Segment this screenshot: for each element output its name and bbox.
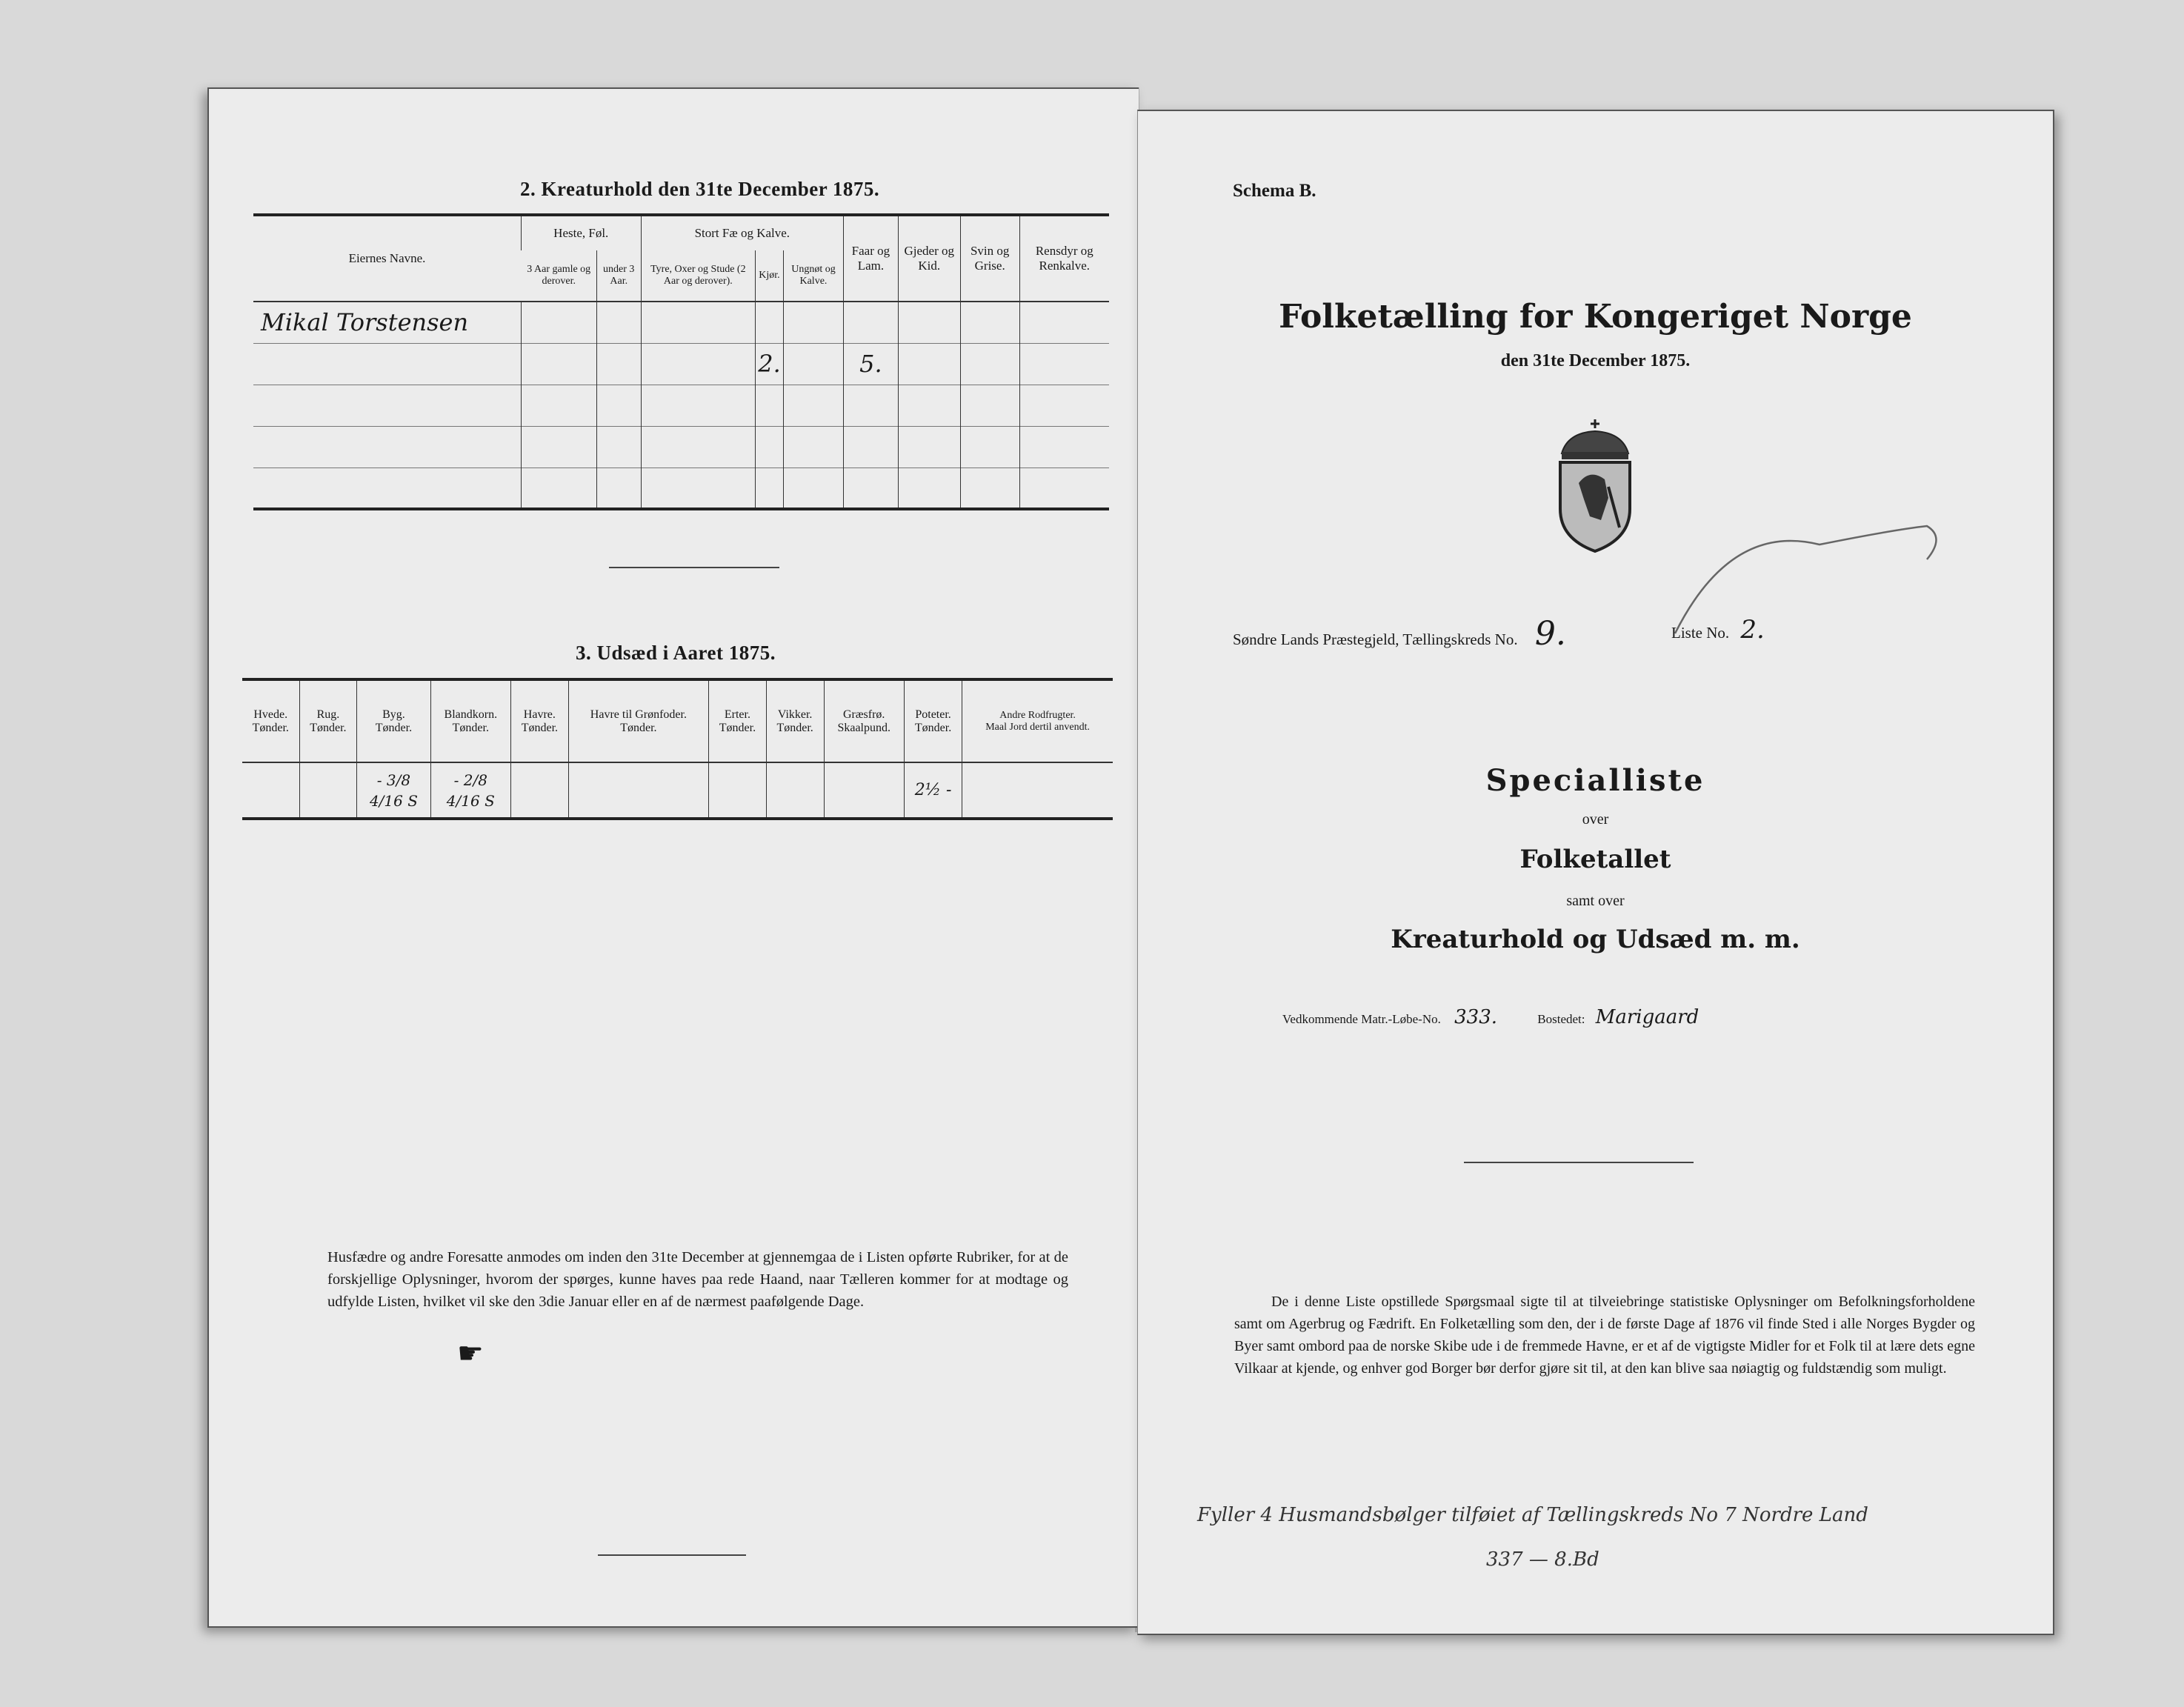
col-blandkorn: Blandkorn. Tønder.: [430, 679, 510, 762]
table-row: [253, 302, 1109, 343]
divider: [598, 1554, 746, 1556]
samt-over-label: samt over: [1566, 893, 1625, 909]
col-sheep: Faar og Lam.: [844, 215, 899, 302]
col-hvede: Hvede. Tønder.: [252, 708, 289, 734]
col-horses: Heste, Føl.: [522, 215, 642, 250]
census-date: den 31te December 1875.: [1500, 351, 1691, 370]
blandkorn-value: - 2/8 4/16 S: [430, 762, 510, 819]
matr-line: [1282, 1006, 1699, 1028]
section2-title: 2. Kreaturhold den 31te December 1875.: [520, 178, 880, 200]
list-no: 2.: [1740, 615, 1765, 645]
matr-no: 333.: [1454, 1006, 1498, 1028]
divider: [1464, 1162, 1694, 1163]
col-bulls: Tyre, Oxer og Stude (2 Aar og derover).: [641, 250, 756, 302]
main-title: Folketælling for Kongeriget Norge: [1279, 298, 1912, 336]
specialliste-title: Specialliste: [1485, 763, 1705, 798]
schema-label: Schema B.: [1233, 181, 1316, 201]
sheep-value: 5.: [844, 343, 899, 385]
notice-text: Husfædre og andre Foresatte anmodes om inden den 31te December at gjennemgaa de i Listen opførte Rubriker, for at de forskjellige Oplysninger, hvorom der spørges, kunne haves paa rede Haand, naar Tælleren kommer for at modtage og udfylde Listen, hvilket vil ske den 3die Januar eller en af de nærmest paafølgende Dage.: [327, 1249, 1068, 1310]
byg-value: - 3/8 4/16 S: [357, 762, 430, 819]
table-row: [253, 343, 1109, 385]
col-rug: Rug. Tønder.: [299, 679, 357, 762]
folketallet-title: Folketallet: [1519, 845, 1671, 874]
col-owner: Eiernes Navne.: [348, 251, 426, 265]
over-label: over: [1582, 811, 1609, 828]
matr-label: Vedkommende Matr.-Løbe-No.: [1282, 1012, 1441, 1026]
col-graesfro: Græsfrø. Skaalpund.: [824, 679, 904, 762]
col-calves: Ungnøt og Kalve.: [783, 250, 843, 302]
section3-title: 3. Udsæd i Aaret 1875.: [576, 642, 776, 664]
district-line: [1233, 615, 1579, 653]
seed-table: [242, 678, 1113, 820]
col-pigs: Svin og Grise.: [960, 215, 1019, 302]
footnote-line-2: 337 — 8.Bd: [1486, 1548, 1599, 1571]
divider: [609, 567, 779, 568]
col-horses-young: under 3 Aar.: [596, 250, 641, 302]
col-rodfrugter: Andre Rodfrugter. Maal Jord dertil anvendt.: [962, 679, 1113, 762]
col-reindeer: Rensdyr og Renkalve.: [1019, 215, 1109, 302]
cows-value: 2.: [756, 343, 784, 385]
col-goats: Gjeder og Kid.: [898, 215, 960, 302]
bosted-value: Marigaard: [1595, 1006, 1699, 1028]
district-prefix: Søndre Lands Præstegjeld, Tællingskreds No.: [1233, 630, 1518, 648]
col-erter: Erter. Tønder.: [709, 679, 767, 762]
handwritten-stroke: [1671, 500, 1945, 641]
poteter-value: 2½ -: [904, 762, 962, 819]
pointing-hand-icon: ☛: [457, 1337, 484, 1370]
right-page: [1137, 110, 2054, 1635]
table-row: [253, 467, 1109, 509]
col-havre-gronfoder: Havre til Grønfoder. Tønder.: [568, 679, 708, 762]
col-vikker: Vikker. Tønder.: [766, 679, 824, 762]
table-row: [242, 762, 1113, 819]
col-poteter: Poteter. Tønder.: [904, 679, 962, 762]
footnote-line-1: Fyller 4 Husmandsbølger tilføiet af Tællingskreds No 7 Nordre Land: [1197, 1504, 1868, 1526]
col-horses-old: 3 Aar gamle og derover.: [527, 264, 591, 287]
district-no: 9.: [1534, 615, 1566, 653]
coat-of-arms-icon: [1545, 416, 1645, 553]
col-havre: Havre. Tønder.: [510, 679, 568, 762]
col-byg: Byg. Tønder.: [357, 679, 430, 762]
list-label: Liste No.: [1671, 624, 1730, 642]
table-row: [253, 385, 1109, 426]
left-page: [207, 87, 1139, 1628]
livestock-table: [253, 213, 1109, 510]
table-row: [253, 426, 1109, 467]
kreaturhold-title: Kreaturhold og Udsæd m. m.: [1391, 925, 1800, 954]
col-cows: Kjør.: [756, 250, 784, 302]
bosted-label: Bostedet:: [1537, 1012, 1585, 1026]
intro-text: De i denne Liste opstillede Spørgsmaal sigte til at tilveiebringe statistiske Oplysninger om Befolkningsforholdene samt om Agerbrug og Fædrift. En Folketælling som den, der i de første Dage af 1876 vil finde Sted i alle Norges Bygder og Byer samt ombord paa de norske Skibe ude i de fremmede Havne, er et af de vigtigste Midler for et Folk til at lære dets egne Vilkaar at kjende, og enhver god Borger bør derfor gjøre sit til, at den kan blive saa nøiagtig og fuldstændig som muligt.: [1234, 1294, 1975, 1377]
col-cattle: Stort Fæ og Kalve.: [641, 215, 844, 250]
owner-name: Mikal Torstensen: [261, 308, 469, 337]
